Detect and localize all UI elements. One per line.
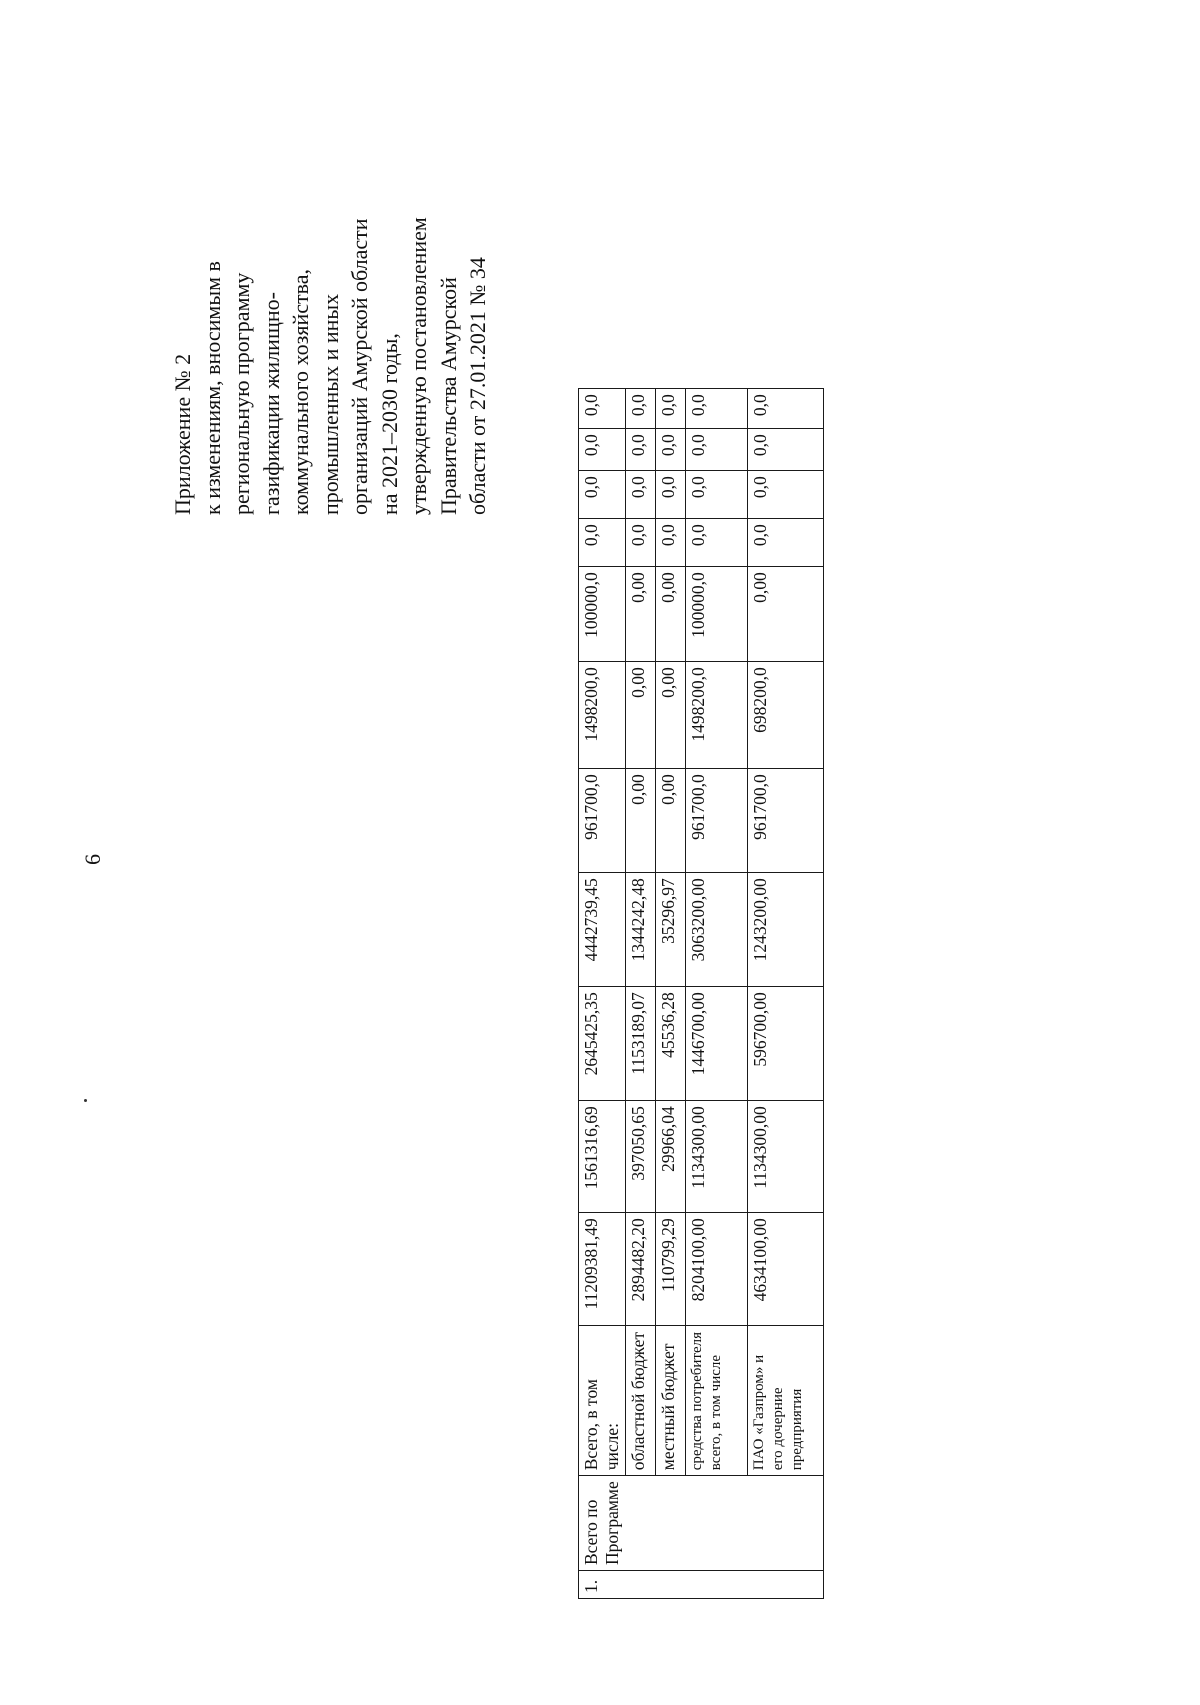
value-cell: 0,0 — [686, 429, 748, 471]
value-cell: 0,0 — [656, 471, 686, 519]
annex-line: Правительства Амурской — [435, 277, 461, 515]
table-row — [656, 389, 686, 1599]
value-cell: 596700,00 — [748, 987, 824, 1101]
value-cell: 2645425,35 — [579, 987, 626, 1101]
value-cell: 35296,97 — [656, 873, 686, 987]
scan-speck — [84, 1099, 87, 1102]
value-cell: 2894482,20 — [626, 1213, 656, 1326]
annex-line: к изменениям, вносимым в — [199, 261, 225, 515]
value-cell: 1153189,07 — [626, 987, 656, 1101]
annex-header — [168, 35, 493, 515]
value-cell: 0,00 — [626, 662, 656, 769]
value-cell: 0,0 — [686, 519, 748, 567]
value-cell: 1498200,0 — [579, 662, 626, 769]
value-cell: 0,0 — [579, 471, 626, 519]
annex-line: организаций Амурской области — [347, 218, 372, 515]
value-cell: 961700,0 — [748, 769, 824, 873]
annex-line: региональную программу — [229, 272, 254, 515]
value-cell: 0,00 — [748, 567, 824, 662]
value-cell: 3063200,00 — [686, 873, 748, 987]
table-row — [579, 389, 626, 1599]
value-cell: 1561316,69 — [579, 1101, 626, 1213]
value-cell: 0,0 — [656, 429, 686, 471]
table-row — [748, 389, 824, 1599]
value-cell: 0,0 — [626, 389, 656, 429]
value-cell: 0,00 — [626, 567, 656, 662]
value-cell: 8204100,00 — [686, 1213, 748, 1326]
value-cell: 0,0 — [656, 389, 686, 429]
row-label: Всего, в том числе: — [579, 1326, 626, 1476]
value-cell: 0,00 — [656, 769, 686, 873]
value-cell: 0,00 — [626, 769, 656, 873]
value-cell: 0,0 — [579, 429, 626, 471]
value-cell: 0,0 — [579, 389, 626, 429]
value-cell: 0,0 — [748, 429, 824, 471]
annex-line: коммунального хозяйства, — [288, 269, 313, 515]
value-cell: 0,00 — [656, 662, 686, 769]
value-cell: 0,0 — [626, 519, 656, 567]
value-cell: 1446700,00 — [686, 987, 748, 1101]
value-cell: 29966,04 — [656, 1101, 686, 1213]
value-cell: 0,00 — [656, 567, 686, 662]
value-cell: 1344242,48 — [626, 873, 656, 987]
value-cell: 698200,0 — [748, 662, 824, 769]
value-cell: 0,0 — [686, 471, 748, 519]
value-cell: 961700,0 — [686, 769, 748, 873]
value-cell: 0,0 — [626, 471, 656, 519]
value-cell: 4442739,45 — [579, 873, 626, 987]
value-cell: 1134300,00 — [686, 1101, 748, 1213]
value-cell: 11209381,49 — [579, 1213, 626, 1326]
value-cell: 1243200,00 — [748, 873, 824, 987]
value-cell: 0,0 — [579, 519, 626, 567]
value-cell: 0,0 — [626, 429, 656, 471]
annex-line: утвержденную постановлением — [406, 217, 431, 515]
annex-line: области от 27.01.2021 № 34 — [465, 257, 490, 515]
value-cell: 0,0 — [656, 519, 686, 567]
annex-line: промышленных и иных — [317, 293, 343, 515]
value-cell: 110799,29 — [656, 1213, 686, 1326]
value-cell: 1134300,00 — [748, 1101, 824, 1213]
row-label: областной бюджет — [626, 1326, 656, 1476]
value-cell: 0,0 — [748, 389, 824, 429]
annex-line: газификации жилищно- — [258, 292, 284, 515]
row-label: местный бюджет — [656, 1326, 686, 1476]
annex-line: на 2021–2030 годы, — [376, 333, 402, 515]
value-cell: 1498200,0 — [686, 662, 748, 769]
row-number-cell: 1. — [579, 1571, 824, 1599]
row-label: средства потребителя всего, в том числе — [686, 1326, 748, 1476]
value-cell: 100000,0 — [579, 567, 626, 662]
value-cell: 961700,0 — [579, 769, 626, 873]
value-cell: 4634100,00 — [748, 1213, 824, 1326]
row-label: ПАО «Газпром» и его дочерние предприятия — [748, 1326, 824, 1476]
value-cell: 100000,0 — [686, 567, 748, 662]
value-cell: 45536,28 — [656, 987, 686, 1101]
table-row — [626, 389, 656, 1599]
table-row — [686, 389, 748, 1599]
page-number: 6 — [80, 854, 105, 865]
value-cell: 0,0 — [686, 389, 748, 429]
financing-table — [578, 388, 824, 1599]
value-cell: 0,0 — [748, 471, 824, 519]
annex-line: Приложение № 2 — [170, 353, 195, 515]
value-cell: 0,0 — [748, 519, 824, 567]
value-cell: 397050,65 — [626, 1101, 656, 1213]
program-label-cell: Всего по Программе — [579, 1476, 824, 1571]
